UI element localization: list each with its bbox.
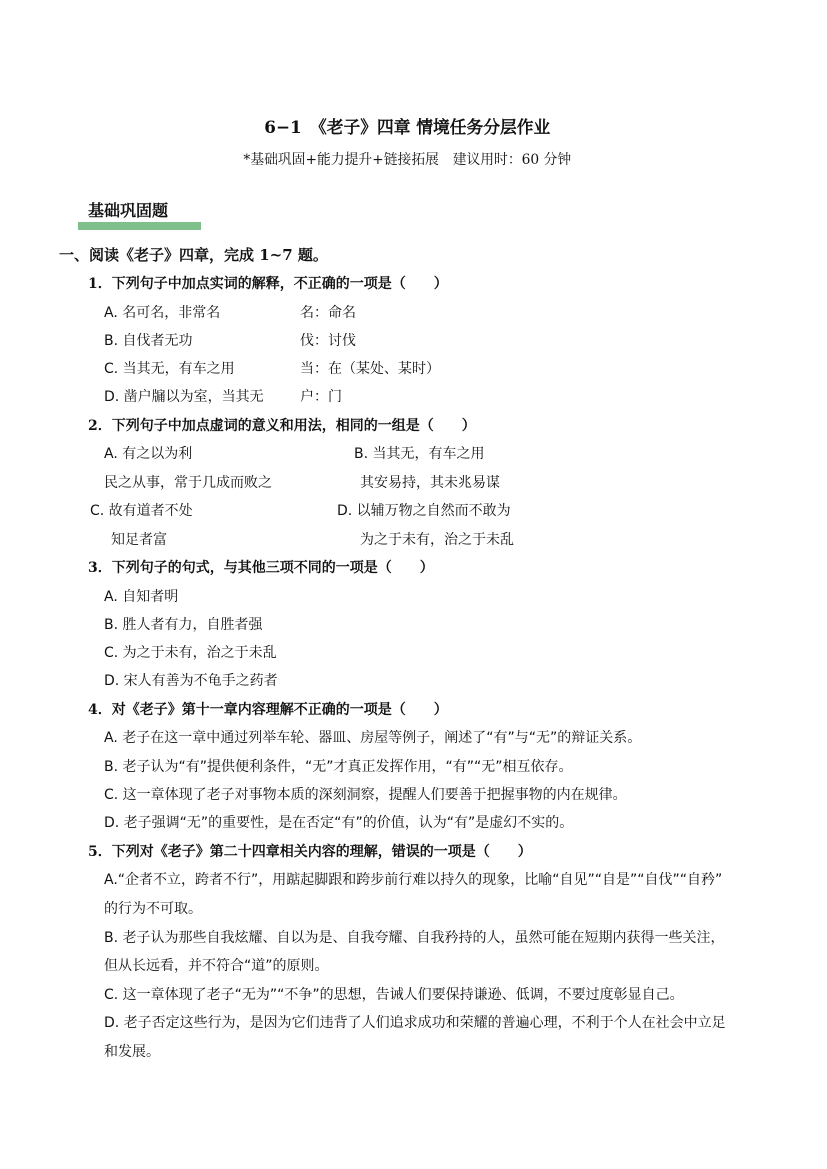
q5-option-c: C. 这一章体现了老子“无为”“不争”的思想，告诫人们要保持谦逊、低调，不要过度彰显自己。 [104,987,684,1003]
part-instruction: 一、阅读《老子》四章，完成 1~7 题。 [59,246,328,264]
question-3-stem: 3．下列句子的句式，与其他三项不同的一项是（ ） [88,560,434,576]
q3-option-b: B. 胜人者有力，自胜者强 [104,617,263,633]
q2-option-a-line2: 民之从事，常于几成而败之 [104,475,272,491]
question-4-stem: 4．对《老子》第十一章内容理解不正确的一项是（ ） [88,702,448,718]
q4-option-a: A. 老子在这一章中通过列举车轮、器皿、房屋等例子，阐述了“有”与“无”的辩证关系。 [104,730,642,746]
q5-option-d: D. 老子否定这些行为，是因为它们违背了人们追求成功和荣耀的普遍心理，不利于个人在社会中立足 [104,1015,726,1031]
q3-option-c: C. 为之于未有，治之于未乱 [104,645,277,661]
q2-option-b-line2: 其安易持，其未兆易谋 [360,475,500,491]
q4-option-c: C. 这一章体现了老子对事物本质的深刻洞察，提醒人们要善于把握事物的内在规律。 [104,787,627,803]
q5-option-b-line2: 但从长远看，并不符合“道”的原则。 [104,958,329,974]
q2-option-b: B. 当其无，有车之用 [354,446,485,462]
q1-option-a-gloss: 名：命名 [300,305,356,321]
q2-option-c: C. 故有道者不处 [90,503,193,519]
q4-option-d: D. 老子强调“无”的重要性，是在否定“有”的价值，认为“有”是虚幻不实的。 [104,815,574,831]
q4-option-b: B. 老子认为“有”提供便利条件，“无”才真正发挥作用，“有”“无”相互依存。 [104,759,573,775]
q2-option-c-line2: 知足者富 [111,532,167,548]
page-title: 6−1 《老子》四章 情境任务分层作业 [264,118,551,138]
q5-option-b: B. 老子认为那些自我炫耀、自以为是、自我夸耀、自我矜持的人，虽然可能在短期内获得一些关注， [104,930,725,946]
section-underline [78,222,201,230]
page-subtitle: *基础巩固+能力提升+链接拓展 建议用时：60 分钟 [243,152,572,168]
q5-option-a: A.“企者不立，跨者不行”，用踮起脚跟和跨步前行难以持久的现象，比喻“自见”“自是”“自伐”“自矜” [104,872,723,888]
q5-option-a-line2: 的行为不可取。 [104,901,202,917]
section-label: 基础巩固题 [88,201,169,220]
q5-option-d-line2: 和发展。 [104,1044,160,1060]
q1-option-a: A. 名可名，非常名 [104,305,221,321]
question-5-stem: 5．下列对《老子》第二十四章相关内容的理解，错误的一项是（ ） [88,844,532,860]
question-2-stem: 2．下列句子中加点虚词的意义和用法，相同的一组是（ ） [88,418,476,434]
q1-option-b-gloss: 伐：讨伐 [300,333,356,349]
q1-option-d-gloss: 户：门 [300,389,342,405]
q3-option-a: A. 自知者明 [104,589,179,605]
q3-option-d: D. 宋人有善为不龟手之药者 [104,673,278,689]
question-1-stem: 1．下列句子中加点实词的解释，不正确的一项是（ ） [88,276,448,292]
q1-option-c: C. 当其无，有车之用 [104,361,235,377]
q1-option-b: B. 自伐者无功 [104,333,193,349]
q1-option-d: D. 凿户牖以为室，当其无 [104,389,264,405]
q1-option-c-gloss: 当：在（某处、某时） [300,361,440,377]
q2-option-d: D. 以辅万物之自然而不敢为 [337,503,511,519]
q2-option-d-line2: 为之于未有，治之于未乱 [360,532,514,548]
q2-option-a: A. 有之以为利 [104,446,193,462]
